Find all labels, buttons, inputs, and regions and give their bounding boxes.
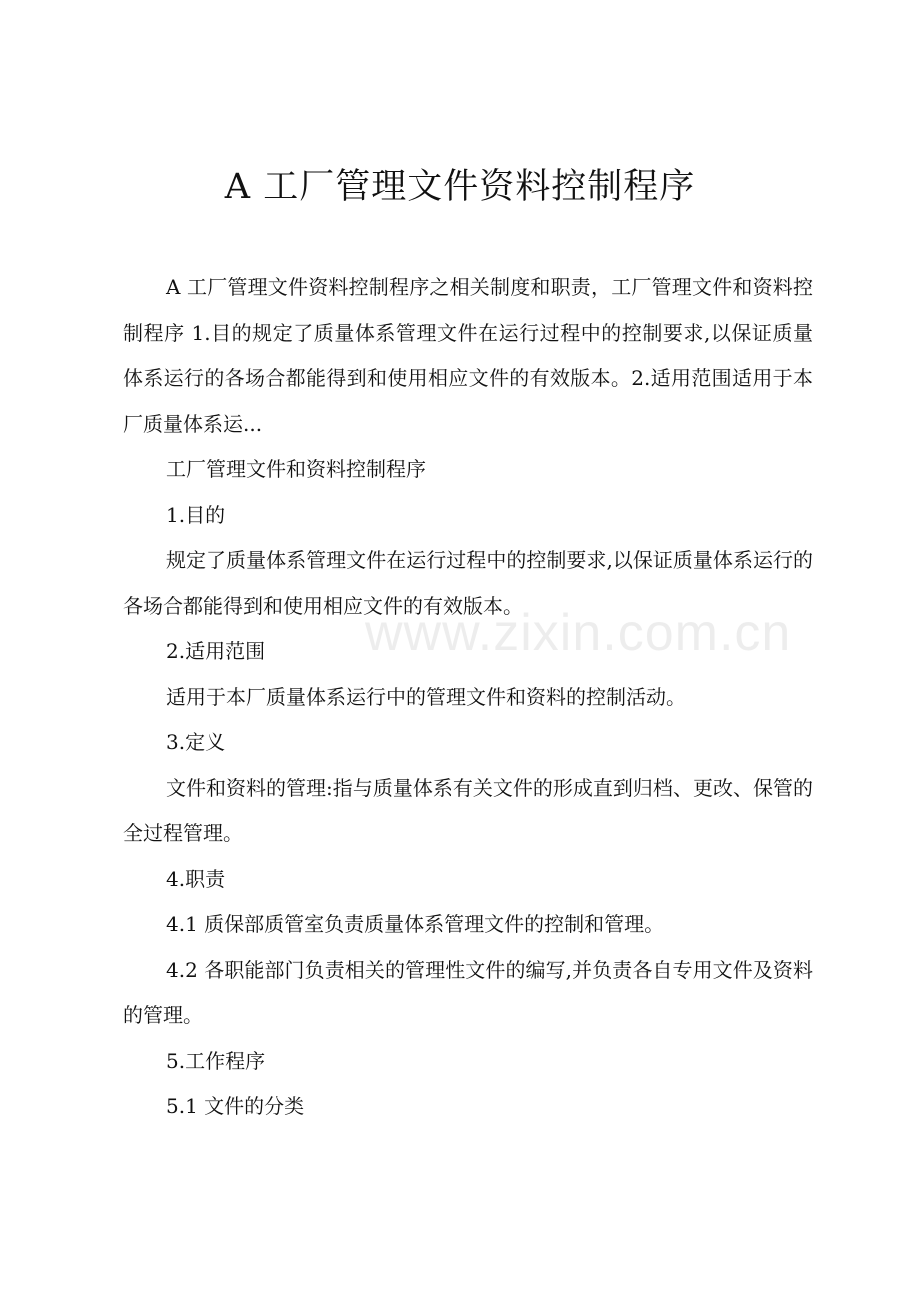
section-heading-purpose: 1.目的 (166, 502, 226, 527)
section-heading-scope: 2.适用范围 (166, 639, 266, 663)
scope-paragraph: 适用于本厂质量体系运行中的管理文件和资料的控制活动。 (166, 684, 686, 709)
summary-paragraph: A 工厂管理文件资料控制程序之相关制度和职责，工厂管理文件和资料控制程序 1.目的规定了质量体系管理文件在运行过程中的控制要求,以保证质量体系运行的各场合都能得到和使用相应文件的有效版本。2.适用范围适用于本厂质量体系运... (123, 275, 813, 436)
section-heading-responsibilities: 4.职责 (166, 866, 226, 891)
document-body (123, 265, 813, 1130)
purpose-paragraph: 规定了质量体系管理文件在运行过程中的控制要求,以保证质量体系运行的各场合都能得到和使用相应文件的有效版本。 (123, 548, 813, 618)
document-title: A 工厂管理文件资料控制程序 (224, 167, 696, 207)
responsibility-item-4-1: 4.1 质保部质管室负责质量体系管理文件的控制和管理。 (166, 912, 665, 936)
subsection-heading-5-1: 5.1 文件的分类 (166, 1094, 305, 1118)
section-heading-procedure: 5.工作程序 (166, 1048, 266, 1073)
watermark: www.zixin.com.cn (365, 604, 792, 662)
section-heading-definition: 3.定义 (166, 730, 226, 754)
responsibility-item-4-2: 4.2 各职能部门负责相关的管理性文件的编写,并负责各自专用文件及资料的管理。 (123, 957, 813, 1027)
definition-paragraph: 文件和资料的管理:指与质量体系有关文件的形成直到归档、更改、保管的全过程管理。 (123, 775, 813, 845)
section-heading-main: 工厂管理文件和资料控制程序 (166, 457, 426, 481)
